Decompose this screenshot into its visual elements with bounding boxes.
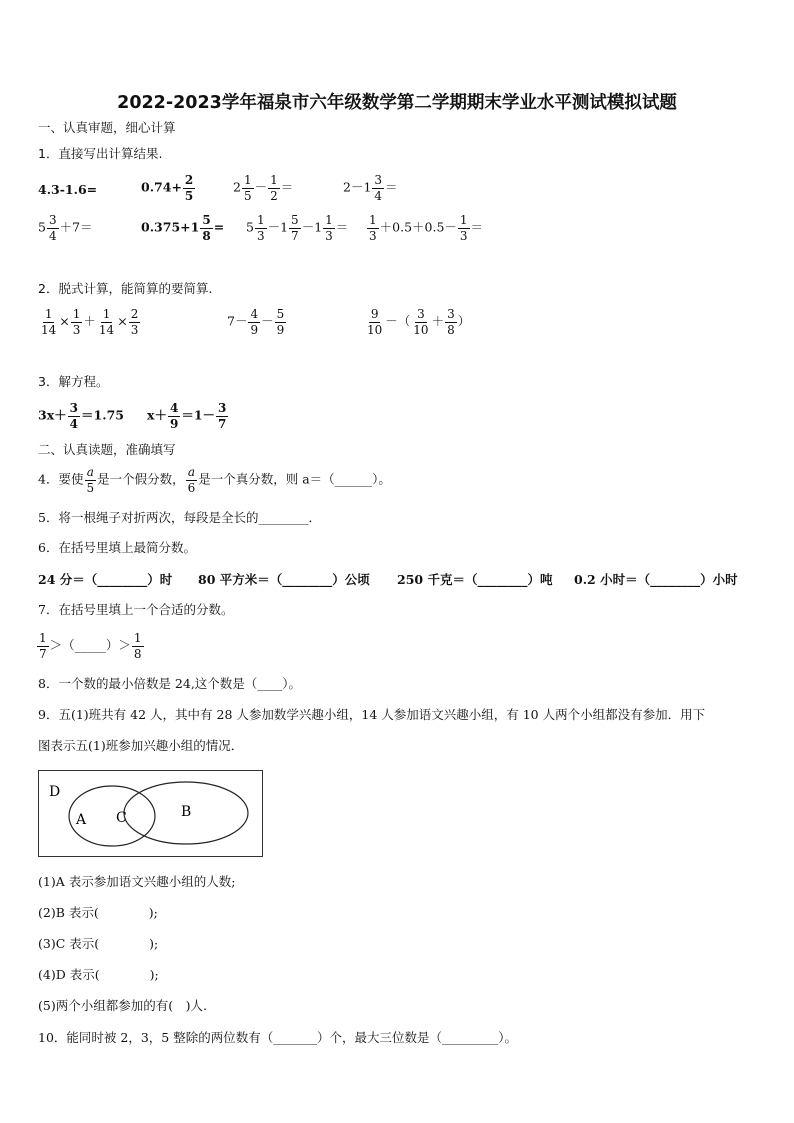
q6-item-4: 0.2 小时＝（________）小时 bbox=[574, 572, 738, 587]
q3-equation-1: 3x＋ $\frac{3}{4}$ ＝1.75 bbox=[38, 401, 124, 431]
venn-label-b: B bbox=[181, 804, 192, 820]
q2-label: 2．脱式计算，能简算的要简算. bbox=[38, 281, 213, 296]
q7-label: 7．在括号里填上一个合适的分数。 bbox=[38, 602, 234, 617]
venn-label-a: A bbox=[76, 812, 87, 828]
q9-sub-4: (4)D 表示( ); bbox=[38, 967, 159, 982]
q3-equation-2: x＋ $\frac{4}{9}$ ＝1－ $\frac{3}{7}$ bbox=[147, 401, 227, 431]
q1-expr-5: 5 $\frac{3}{4}$ ＋7＝ bbox=[38, 213, 93, 243]
q9-sub-3: (3)C 表示( ); bbox=[38, 936, 159, 951]
q1-label: 1．直接写出计算结果. bbox=[38, 146, 163, 161]
venn-label-c: C bbox=[116, 810, 127, 826]
q5-text: 5．将一根绳子对折两次，每段是全长的________． bbox=[38, 510, 321, 525]
q9-sub-1: (1)A 表示参加语文兴趣小组的人数; bbox=[38, 874, 236, 889]
page-title: 2022-2023学年福泉市六年级数学第二学期期末学业水平测试模拟试题 bbox=[117, 93, 677, 113]
q6-item-2: 80 平方米＝（________）公顷 bbox=[198, 572, 370, 587]
q2-expr-3: $\frac{9}{10}$ －（ $\frac{3}{10}$ ＋ $\frac{3}{8}$ ） bbox=[367, 307, 471, 337]
q9-sub-5: (5)两个小组都参加的有( )人. bbox=[38, 998, 207, 1013]
q1-expr-8: $\frac{1}{3}$ ＋0.5＋0.5－ $\frac{1}{3}$ ＝ bbox=[369, 213, 484, 243]
q1-expr-2: 0.74+ $\frac{2}{5}$ bbox=[141, 173, 194, 203]
q1-expr-6: 0.375+1 $\frac{5}{8}$ = bbox=[141, 213, 225, 243]
venn-diagram bbox=[38, 770, 264, 858]
venn-label-d: D bbox=[49, 784, 61, 800]
q1-expr-3: 2 $\frac{1}{5}$ － $\frac{1}{2}$ ＝ bbox=[233, 173, 294, 203]
section-2-heading: 二、认真读题，准确填写 bbox=[38, 442, 176, 457]
q9-line-1: 9．五(1)班共有 42 人，其中有 28 人参加数学兴趣小组，14 人参加语文兴趣小组，有 10 人两个小组都没有参加．用下 bbox=[38, 707, 706, 722]
q7-inequality: $\frac{1}{7}$ ＞（_____）＞ $\frac{1}{8}$ bbox=[39, 631, 142, 661]
q6-label: 6．在括号里填上最简分数。 bbox=[38, 540, 196, 555]
q8-text: 8．一个数的最小倍数是 24,这个数是（____）。 bbox=[38, 676, 302, 691]
q4-text: 4．要使 $\frac{a}{5}$ 是一个假分数， $\frac{a}{6}$ 是一个真分数，则 a＝（______）。 bbox=[38, 465, 391, 495]
q1-expr-4: 2－1 $\frac{3}{4}$ ＝ bbox=[343, 173, 398, 203]
q10-text: 10．能同时被 2，3，5 整除的两位数有（_______）个，最大三位数是（_________）。 bbox=[38, 1030, 517, 1045]
q3-label: 3．解方程。 bbox=[38, 374, 109, 389]
section-1-heading: 一、认真审题，细心计算 bbox=[38, 120, 176, 135]
q2-expr-1: $\frac{1}{14}$ × $\frac{1}{3}$ ＋ $\frac{1}{14}$ × $\frac{2}{3}$ bbox=[41, 307, 139, 337]
venn-frame-d bbox=[39, 771, 263, 857]
q1-expr-1: 4.3-1.6= bbox=[38, 182, 98, 197]
q9-sub-2: (2)B 表示( ); bbox=[38, 905, 158, 920]
q6-item-3: 250 千克＝（________）吨 bbox=[397, 572, 553, 587]
q9-line-2: 图表示五(1)班参加兴趣小组的情况． bbox=[38, 738, 244, 753]
q6-item-1: 24 分＝（________）时 bbox=[38, 572, 173, 587]
q1-expr-7: 5 $\frac{1}{3}$ －1 $\frac{5}{7}$ －1 $\frac{1}{3}$ ＝ bbox=[246, 213, 349, 243]
q2-expr-2: 7－ $\frac{4}{9}$ － $\frac{5}{9}$ bbox=[227, 307, 285, 337]
